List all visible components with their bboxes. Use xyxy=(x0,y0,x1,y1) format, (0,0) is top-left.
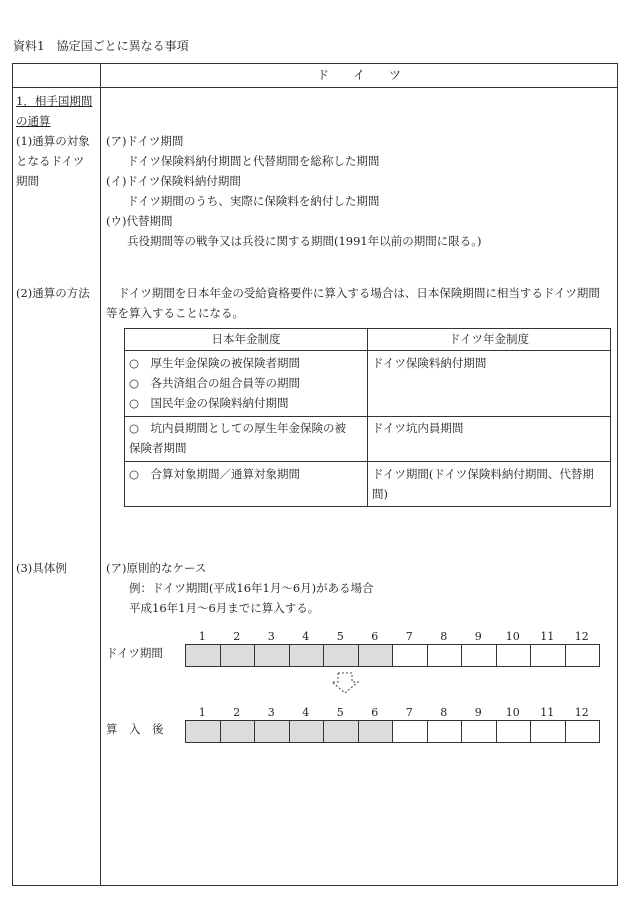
month-cell-counted xyxy=(358,644,394,667)
month-number: 5 xyxy=(336,706,344,719)
table-row2-germany: ドイツ坑内員期間 xyxy=(372,421,464,435)
country-header: ド イ ツ xyxy=(316,68,401,82)
month-number: 5 xyxy=(336,630,344,643)
month-cell-counted xyxy=(254,720,290,743)
month-cell-counted xyxy=(220,720,256,743)
month-number: 12 xyxy=(574,630,589,643)
table-row2-japan-2: 保険者期間 xyxy=(129,441,187,455)
month-cell-counted xyxy=(323,720,359,743)
document-title: 資料1 協定国ごとに異なる事項 xyxy=(13,39,189,53)
month-number: 10 xyxy=(505,630,520,643)
month-number: 7 xyxy=(405,630,413,643)
item-u-title: (ウ)代替期間 xyxy=(106,214,173,228)
month-cell-counted xyxy=(185,720,221,743)
month-cell-counted xyxy=(289,720,325,743)
month-number: 11 xyxy=(540,630,555,643)
table-row1-japan-1: ○ 厚生年金保険の被保険者期間 xyxy=(129,356,301,370)
section3-label: (3)具体例 xyxy=(16,561,67,575)
section2-text-line1: ドイツ期間を日本年金の受給資格要件に算入する場合は、日本保険期間に相当するドイツ期間 xyxy=(118,286,600,300)
section1-heading-line2: の通算 xyxy=(16,114,51,128)
month-cell xyxy=(496,720,532,743)
header-divider xyxy=(12,87,618,88)
table-row1-germany: ドイツ保険料納付期間 xyxy=(372,356,487,370)
month-number: 2 xyxy=(233,706,241,719)
column-divider xyxy=(100,63,101,886)
section1-heading-line1: 1．相手国期間 xyxy=(16,94,93,108)
month-cell-counted xyxy=(185,644,221,667)
month-cell xyxy=(565,644,601,667)
month-cell-counted xyxy=(254,644,290,667)
table-row1-japan-3: ○ 国民年金の保険料納付期間 xyxy=(129,396,289,410)
month-cell xyxy=(530,720,566,743)
timeline-row2-label: 算 入 後 xyxy=(106,722,164,736)
item-u-description: 兵役期間等の戦争又は兵役に関する期間(1991年以前の期間に限る。) xyxy=(127,234,482,248)
frame-right xyxy=(617,63,618,886)
month-number: 2 xyxy=(233,630,241,643)
month-cell-counted xyxy=(289,644,325,667)
month-cell xyxy=(530,644,566,667)
result-text: 平成16年1月～6月までに算入する。 xyxy=(129,601,320,615)
example-text: 例：ドイツ期間(平成16年1月～6月)がある場合 xyxy=(129,581,374,595)
table-header-germany: ドイツ年金制度 xyxy=(449,332,529,346)
section2-label: (2)通算の方法 xyxy=(16,286,90,300)
table-row1-japan-2: ○ 各共済組合の組合員等の期間 xyxy=(129,376,301,390)
item-a-description: ドイツ保険料納付期間と代替期間を総称した期間 xyxy=(127,154,380,168)
month-cell xyxy=(392,644,428,667)
item-a-title: (ア)ドイツ期間 xyxy=(106,134,184,148)
table-row2-japan-1: ○ 坑内員期間としての厚生年金保険の被 xyxy=(129,421,347,435)
sub1-label-line3: 期間 xyxy=(16,174,39,188)
month-number: 1 xyxy=(198,706,206,719)
month-cell-counted xyxy=(220,644,256,667)
sub1-label-line1: (1)通算の対象 xyxy=(16,134,90,148)
table-row3-germany-1: ドイツ期間(ドイツ保険料納付期間、代替期 xyxy=(372,467,594,481)
month-number: 11 xyxy=(540,706,555,719)
month-cell xyxy=(427,644,463,667)
month-cell xyxy=(427,720,463,743)
item-i-description: ドイツ期間のうち、実際に保険料を納付した期間 xyxy=(127,194,380,208)
month-number: 6 xyxy=(371,630,379,643)
month-cell-counted xyxy=(323,644,359,667)
frame-bottom xyxy=(12,885,618,886)
month-number: 9 xyxy=(474,706,482,719)
month-number: 6 xyxy=(371,706,379,719)
month-cell xyxy=(565,720,601,743)
month-number: 10 xyxy=(505,706,520,719)
month-number: 1 xyxy=(198,630,206,643)
section2-text-line2: 等を算入することになる。 xyxy=(106,306,244,320)
case-title: (ア)原則的なケース xyxy=(106,561,207,575)
table-row3-japan: ○ 合算対象期間／通算対象期間 xyxy=(129,467,301,481)
dotted-down-arrow-icon xyxy=(327,671,363,695)
month-number: 3 xyxy=(267,706,275,719)
month-number: 12 xyxy=(574,706,589,719)
month-number: 3 xyxy=(267,630,275,643)
month-number: 4 xyxy=(302,630,310,643)
month-cell xyxy=(461,644,497,667)
timeline-row1-label: ドイツ期間 xyxy=(106,646,163,660)
sub1-label-line2: となるドイツ xyxy=(16,154,85,168)
month-cell xyxy=(392,720,428,743)
month-number: 8 xyxy=(440,630,448,643)
table-header-japan: 日本年金制度 xyxy=(211,332,281,346)
frame-top xyxy=(12,63,618,64)
month-number: 9 xyxy=(474,630,482,643)
month-cell-counted xyxy=(358,720,394,743)
month-number: 8 xyxy=(440,706,448,719)
month-cell xyxy=(496,644,532,667)
frame-left xyxy=(12,63,13,886)
item-i-title: (イ)ドイツ保険料納付期間 xyxy=(106,174,241,188)
month-number: 7 xyxy=(405,706,413,719)
month-number: 4 xyxy=(302,706,310,719)
month-cell xyxy=(461,720,497,743)
table-row3-germany-2: 間) xyxy=(372,487,388,501)
